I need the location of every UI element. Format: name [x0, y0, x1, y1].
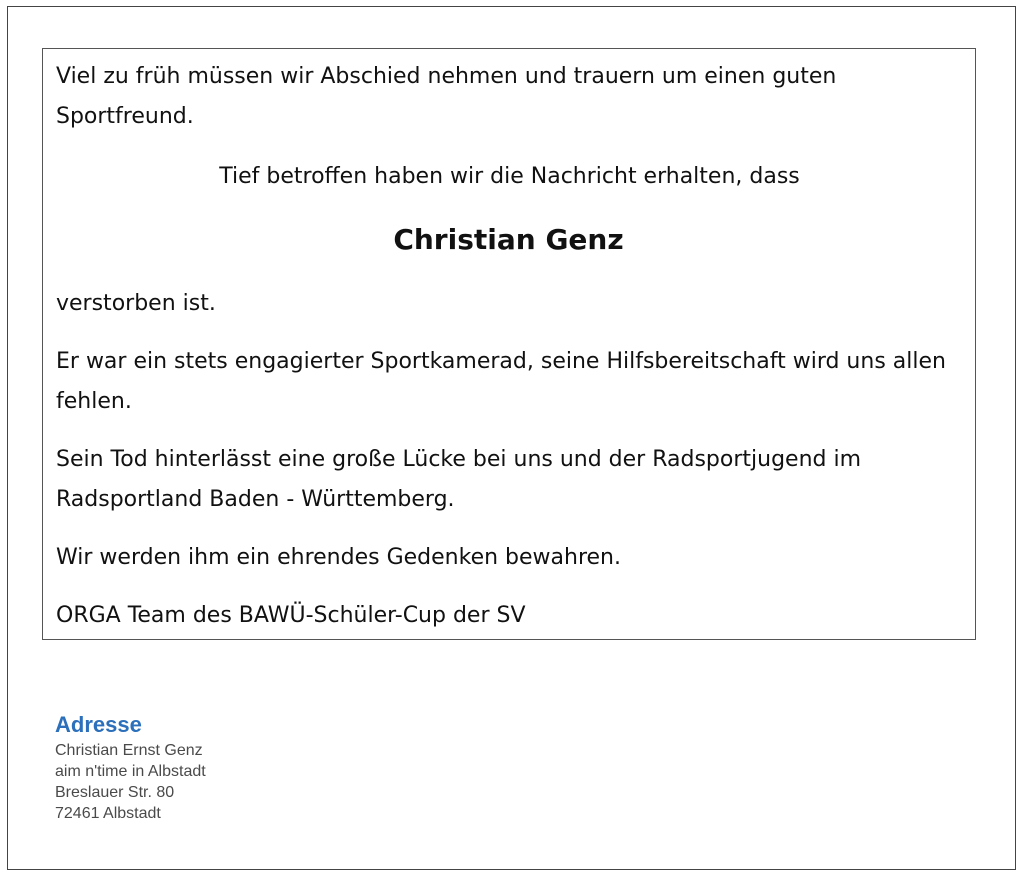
address-line-company: aim n'time in Albstadt — [55, 763, 206, 780]
address-line-street: Breslauer Str. 80 — [55, 784, 175, 801]
address-line-city: 72461 Albstadt — [55, 805, 161, 822]
address-block — [55, 712, 206, 824]
deceased-name: Christian Genz — [393, 223, 624, 256]
address-heading: Adresse — [55, 712, 142, 737]
tribute-paragraph: Er war ein stets engagierter Sportkamerad, seine Hilfsbereitschaft wird uns allen fehlen. — [56, 349, 946, 414]
intro-paragraph: Viel zu früh müssen wir Abschied nehmen und trauern um einen guten Sportfreund. — [56, 64, 837, 129]
memory-paragraph: Wir werden ihm ein ehrendes Gedenken bewahren. — [56, 545, 621, 570]
died-paragraph: verstorben ist. — [56, 291, 216, 316]
obituary-notice-box — [42, 48, 976, 640]
loss-paragraph: Sein Tod hinterlässt eine große Lücke bei uns und der Radsportjugend im Radsportland Baden - Württemberg. — [56, 447, 862, 512]
address-line-name: Christian Ernst Genz — [55, 742, 203, 759]
news-paragraph: Tief betroffen haben wir die Nachricht erhalten, dass — [219, 164, 800, 189]
signature-line: ORGA Team des BAWÜ-Schüler-Cup der SV — [56, 603, 526, 628]
